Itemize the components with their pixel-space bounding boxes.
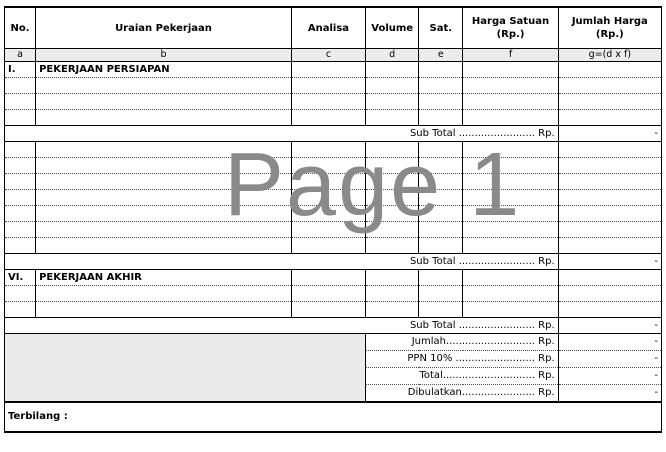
table-cell[interactable] (419, 174, 463, 190)
rab-sheet (4, 6, 662, 446)
table-cell[interactable] (419, 94, 463, 110)
table-row (5, 286, 662, 302)
table-cell[interactable] (291, 222, 365, 238)
section-no: I. (5, 62, 36, 78)
table-row (5, 174, 662, 190)
table-cell[interactable] (5, 302, 36, 318)
table-cell[interactable] (558, 62, 661, 78)
table-cell[interactable] (558, 94, 661, 110)
table-cell[interactable] (558, 302, 661, 318)
table-cell[interactable] (291, 94, 365, 110)
table-cell[interactable] (558, 270, 661, 286)
table-cell[interactable] (366, 174, 419, 190)
table-cell[interactable] (558, 158, 661, 174)
table-cell[interactable] (5, 174, 36, 190)
subtotal-label: Sub Total ........................ Rp. (5, 318, 559, 334)
table-cell[interactable] (291, 238, 365, 254)
summary-blank-area (5, 334, 366, 403)
table-cell[interactable] (366, 302, 419, 318)
table-cell[interactable] (366, 222, 419, 238)
subtotal-value: - (558, 254, 661, 270)
terbilang-row (5, 402, 662, 432)
table-cell[interactable] (291, 62, 365, 78)
table-cell[interactable] (36, 222, 292, 238)
table-cell[interactable] (463, 222, 558, 238)
header-harga-satuan: Harga Satuan (Rp.) (463, 7, 558, 49)
table-cell[interactable] (419, 286, 463, 302)
summary-value-ppn: - (558, 351, 661, 368)
table-cell[interactable] (5, 206, 36, 222)
table-cell[interactable] (558, 190, 661, 206)
letter-c: c (291, 49, 365, 62)
table-cell[interactable] (36, 174, 292, 190)
table-cell[interactable] (366, 110, 419, 126)
table-cell[interactable] (366, 94, 419, 110)
table-cell[interactable] (558, 174, 661, 190)
table-row (5, 94, 662, 110)
section-row (5, 62, 662, 78)
letter-e: e (419, 49, 463, 62)
subtotal-row (5, 318, 662, 334)
subtotal-label: Sub Total ........................ Rp. (5, 126, 559, 142)
table-cell[interactable] (5, 158, 36, 174)
letter-g: g=(d x f) (558, 49, 661, 62)
table-cell[interactable] (419, 62, 463, 78)
rab-table (4, 6, 662, 433)
table-cell[interactable] (366, 158, 419, 174)
table-cell[interactable] (291, 110, 365, 126)
table-cell[interactable] (558, 222, 661, 238)
table-cell[interactable] (463, 174, 558, 190)
letter-b: b (36, 49, 292, 62)
table-cell[interactable] (463, 270, 558, 286)
subtotal-row (5, 254, 662, 270)
table-cell[interactable] (36, 286, 292, 302)
table-cell[interactable] (419, 270, 463, 286)
table-cell[interactable] (36, 142, 292, 158)
section-no: VI. (5, 270, 36, 286)
table-cell[interactable] (558, 78, 661, 94)
summary-value-total: - (558, 368, 661, 385)
table-cell[interactable] (5, 110, 36, 126)
table-row (5, 78, 662, 94)
table-cell[interactable] (36, 94, 292, 110)
table-row (5, 302, 662, 318)
table-cell[interactable] (558, 286, 661, 302)
subtotal-value: - (558, 318, 661, 334)
table-row (5, 206, 662, 222)
table-cell[interactable] (5, 190, 36, 206)
table-cell[interactable] (558, 142, 661, 158)
letter-a: a (5, 49, 36, 62)
table-cell[interactable] (419, 110, 463, 126)
header-uraian: Uraian Pekerjaan (36, 7, 292, 49)
letter-d: d (366, 49, 419, 62)
table-cell[interactable] (419, 238, 463, 254)
subtotal-row (5, 126, 662, 142)
table-cell[interactable] (366, 62, 419, 78)
table-cell[interactable] (419, 222, 463, 238)
table-cell[interactable] (291, 270, 365, 286)
table-cell[interactable] (5, 78, 36, 94)
table-cell[interactable] (291, 190, 365, 206)
table-cell[interactable] (463, 142, 558, 158)
section-title: PEKERJAAN AKHIR (36, 270, 292, 286)
table-cell[interactable] (36, 110, 292, 126)
table-cell[interactable] (366, 270, 419, 286)
table-cell[interactable] (463, 62, 558, 78)
table-cell[interactable] (419, 302, 463, 318)
terbilang-label: Terbilang : (5, 402, 662, 432)
table-row (5, 222, 662, 238)
header-no: No. (5, 7, 36, 49)
header-row (5, 7, 662, 49)
table-cell[interactable] (558, 110, 661, 126)
table-cell[interactable] (463, 158, 558, 174)
table-row (5, 158, 662, 174)
table-cell[interactable] (36, 238, 292, 254)
table-cell[interactable] (419, 190, 463, 206)
table-cell[interactable] (463, 190, 558, 206)
table-cell[interactable] (5, 142, 36, 158)
table-cell[interactable] (5, 238, 36, 254)
table-cell[interactable] (291, 142, 365, 158)
table-cell[interactable] (366, 286, 419, 302)
table-cell[interactable] (463, 302, 558, 318)
summary-label-total: Total............................. Rp. (366, 368, 559, 385)
table-cell[interactable] (419, 142, 463, 158)
table-cell[interactable] (291, 174, 365, 190)
section-row (5, 270, 662, 286)
table-cell[interactable] (36, 206, 292, 222)
summary-label-jumlah: Jumlah............................ Rp. (366, 334, 559, 351)
table-cell[interactable] (463, 206, 558, 222)
table-row (5, 238, 662, 254)
summary-label-ppn: PPN 10% ......................... Rp. (366, 351, 559, 368)
table-cell[interactable] (5, 286, 36, 302)
table-cell[interactable] (5, 94, 36, 110)
table-cell[interactable] (419, 158, 463, 174)
table-cell[interactable] (463, 286, 558, 302)
table-cell[interactable] (291, 206, 365, 222)
table-cell[interactable] (463, 78, 558, 94)
table-cell[interactable] (558, 206, 661, 222)
table-cell[interactable] (36, 302, 292, 318)
table-cell[interactable] (419, 78, 463, 94)
table-cell[interactable] (5, 222, 36, 238)
header-analisa: Analisa (291, 7, 365, 49)
table-cell[interactable] (291, 286, 365, 302)
table-cell[interactable] (36, 190, 292, 206)
table-cell[interactable] (463, 110, 558, 126)
letter-f: f (463, 49, 558, 62)
summary-row (5, 334, 662, 351)
table-cell[interactable] (366, 78, 419, 94)
page-watermark: Page 1 (224, 135, 522, 235)
header-sat: Sat. (419, 7, 463, 49)
table-cell[interactable] (366, 206, 419, 222)
header-jumlah-harga: Jumlah Harga (Rp.) (558, 7, 661, 49)
summary-label-dibulatkan: Dibulatkan....................... Rp. (366, 385, 559, 403)
table-cell[interactable] (291, 158, 365, 174)
table-cell[interactable] (291, 78, 365, 94)
section-title: PEKERJAAN PERSIAPAN (36, 62, 292, 78)
table-cell[interactable] (36, 78, 292, 94)
subtotal-label: Sub Total ........................ Rp. (5, 254, 559, 270)
table-cell[interactable] (558, 238, 661, 254)
summary-value-jumlah: - (558, 334, 661, 351)
table-cell[interactable] (366, 238, 419, 254)
subtotal-value: - (558, 126, 661, 142)
header-volume: Volume (366, 7, 419, 49)
table-cell[interactable] (366, 142, 419, 158)
column-letter-row (5, 49, 662, 62)
table-row (5, 190, 662, 206)
table-row (5, 142, 662, 158)
table-cell[interactable] (419, 206, 463, 222)
table-cell[interactable] (463, 238, 558, 254)
table-row (5, 110, 662, 126)
summary-value-dibulatkan: - (558, 385, 661, 403)
table-cell[interactable] (36, 158, 292, 174)
table-cell[interactable] (366, 190, 419, 206)
table-cell[interactable] (291, 302, 365, 318)
table-cell[interactable] (463, 94, 558, 110)
